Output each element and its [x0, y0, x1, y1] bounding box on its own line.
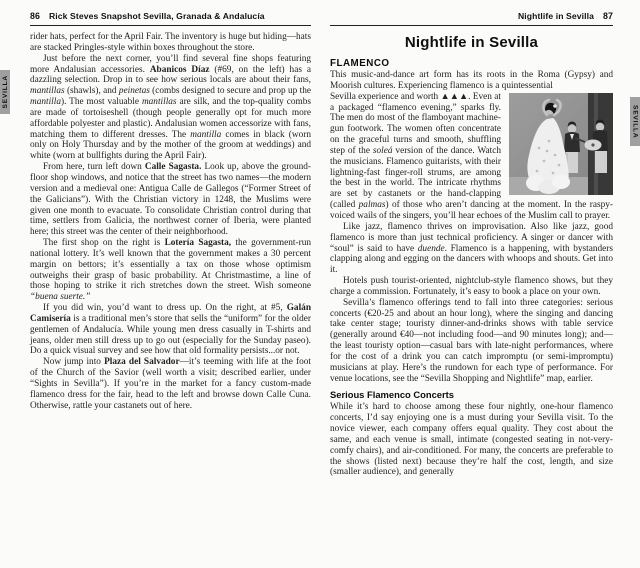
paragraph-calle-sagasta: [30, 162, 311, 238]
text-run-italic: palmas: [358, 200, 386, 211]
text-run: rider hats, perfect for the April Fair. The inventory is huge but hiding—hats are stacked Pringles-style within boxes throughout the store.: [30, 32, 311, 53]
flamenco-photo-graphic: [509, 93, 613, 195]
paragraph-plaza-del-salvador: [30, 357, 311, 411]
text-run: ) of those who aren’t dancing at the moment. In the raspy-voiced wails of the singers, you’ll hear echoes of the Muslim call to prayer.: [330, 200, 613, 221]
paragraph-flamenco-intro: [330, 70, 613, 92]
flamenco-photo: [509, 93, 613, 195]
page-number-right: 87: [603, 11, 613, 21]
page-left: [30, 11, 311, 412]
text-run: . Flamenco is a happening, with bystanders clapping along and egging on the dancers with whoops and shouts. Get into it.: [330, 243, 613, 276]
paragraph-flamenco-continued: [330, 92, 613, 222]
paragraph-three-categories: [330, 298, 613, 385]
text-run-bold: Abanicos Díaz: [149, 64, 210, 75]
text-run-italic: mantilla: [190, 129, 222, 140]
text-run: Look up, above the ground-floor shop windows, and notice that the street has two names—the modern version and a medieval one: Antigua Calle de Gallegos (“Former Street of the Galicians”). With the Christian victory in 1248, the Muslims were given one month to evacuate. To consolidate Christian control during that time, settlers from Galicia, the northwest corner of Iberia, were planted here; this street was the center of their neighborhood.: [30, 162, 311, 238]
text-run: (#69, on the left) has a dazzling selection. Drop in to see how serious locals are about their fans,: [30, 64, 311, 86]
text-run: (shawls), and: [64, 86, 119, 97]
text-run: From here, turn left down: [43, 162, 145, 173]
sevilla-tab-right-label: SEVILLA: [631, 104, 639, 139]
running-head-right: [330, 11, 613, 26]
text-run: version of the dance. Watch the musicians. Flamenco guitarists, with their lightning-fast finger-roll strums, are among the best in the world. The intricate rhythms are set by castanets or the hand-clapping (called: [330, 145, 501, 211]
text-run-italic: soleá: [372, 145, 393, 156]
text-run: This music-and-dance art form has its roots in the Roma (Gypsy) and Moorish cultures. Experiencing flamenco is a quintessential: [330, 70, 613, 91]
paragraph-continued: [30, 32, 311, 54]
section-heading-flamenco: FLAMENCO: [330, 58, 390, 69]
text-run-bold: Calle Sagasta.: [144, 162, 202, 173]
text-run-italic: mantilla: [30, 97, 61, 108]
sevilla-tab-left: [0, 70, 10, 114]
right-column-text: [330, 70, 613, 478]
text-run-italic: duende: [417, 243, 445, 254]
text-run-italic: mantillas: [141, 97, 177, 108]
text-run-italic: “buena suerte.”: [30, 292, 91, 303]
text-run: While it’s hard to choose among these four nightly, one-hour flamenco concerts, I’d say enjoying one is a must during your Sevilla visit. To the novice viewer, each company offers equal quality. They cost about the same, and each venue is small, intimate (congested seating in not-very-comfy chairs), and air-conditioned. For many, the concerts are preferable to the shows (listed next) because they’re half the cost, length, and size (smaller audience), and generally: [330, 402, 613, 478]
text-run-bold: Lotería Sagasta,: [164, 238, 232, 249]
page-number-left: 86: [30, 11, 40, 21]
text-run-bold: Plaza del Salvador: [104, 357, 180, 368]
paragraph-loteria-sagasta: [30, 238, 311, 303]
text-run: Like jazz, flamenco thrives on improvisation. Also like jazz, good flamenco is more than just technical proficiency. A singer or dancer with “soul” is said to have: [330, 221, 613, 254]
text-run: (combs designed to secure and prop up the: [149, 86, 311, 97]
sevilla-tab-left-label: SEVILLA: [1, 75, 9, 109]
text-run: the government-run national lottery. It’s well known that the government makes a 30 percent margin on bettors; it’s essentially a tax on those whose optimism outweighs their grasp of basic probability. At Christmastime, a line of those hoping to strike it rich stretches down the street. Wish someone: [30, 238, 311, 292]
text-run-bold: Galán Camisería: [30, 303, 311, 324]
text-run-italic: peinetas: [118, 86, 150, 97]
paragraph-abanicos-diaz: [30, 54, 311, 162]
text-run: is a traditional men’s store that sells the “uniform” for the older gentlemen of Andalucía. While young men dress casually in T-shirts and jeans, older men still dress up to go out (especially for the Sunday paseo). Do a quick visual survey and see how that old formality persists...or not.: [30, 313, 311, 357]
paragraph-hotels: [330, 276, 613, 298]
text-run: are silk, and the top-quality combs are made of tortoiseshell (though people generally opt for much more affordable polyester and plastic). Andalusian women accessorize with fans, matching them to different dresses. The: [30, 97, 311, 140]
text-run: Sevilla’s flamenco offerings tend to fall into three categories: serious concerts (€20-25 and about an hour long), where the singing and dancing take center stage; touristy dinner-and-drinks shows with table service (generally around €40—not including food—and 90 minutes long); and—the least touristy option—casual bars with late-night performances, where for the cost of a drink you can catch impromptu (or semi-impromptu) musicians at play. Here’s the rundown for each type of performance. For venue locations, see the “Sevilla Shopping and Nightlife” map, earlier.: [330, 297, 613, 384]
subheading-serious-flamenco-concerts: Serious Flamenco Concerts: [330, 389, 454, 401]
left-column-text: [30, 32, 311, 412]
sevilla-tab-right: [630, 97, 640, 146]
text-run: If you did win, you’d want to dress up. On the right, at #5,: [43, 303, 287, 314]
text-run: —it’s teeming with life at the foot of the Church of the Savior (well worth a visit; described earlier, under “Sights in Sevilla”). If you’re in the market for a fancy custom-made flamenco dress for the fair, head to the left and browse down Calle Cuna. Otherwise, rattle your castanets out of here.: [30, 357, 312, 411]
running-head-title-left: Rick Steves Snapshot Sevilla, Granada & Andalucía: [49, 11, 265, 21]
paragraph-galan-camiseria: [30, 303, 311, 357]
paragraph-serious-concerts: [330, 402, 613, 478]
text-run: ). The most valuable: [61, 97, 142, 108]
text-run: Now jump into: [43, 357, 105, 368]
page-right: [330, 11, 613, 478]
text-run: Just before the next corner, you’ll find several fine shops featuring more Andalusian accessories.: [30, 53, 311, 75]
text-run: comes in black (worn only on Holy Thursday and by the mother of the groom at weddings) and white (worn at bullfights during the April Fair).: [30, 129, 311, 162]
running-head-left: [30, 11, 311, 26]
text-run-italic: mantillas: [30, 86, 65, 97]
running-head-title-right: Nightlife in Sevilla: [517, 11, 594, 21]
page-title: Nightlife in Sevilla: [404, 34, 539, 51]
text-run: Sevilla experience and worth ▲▲▲. Even at a packaged “flamenco evening,” sparks fly. The men do most of the flamboyant machine-gun footwork. The women often concentrate on the graceful turns and smooth, shuffling step of the: [330, 91, 501, 156]
text-run: The first shop on the right is: [43, 238, 165, 249]
text-run: Hotels push tourist-oriented, nightclub-style flamenco shows, but they charge a commission. Fortunately, it’s easy to book a place on your own.: [330, 276, 613, 297]
paragraph-like-jazz: [330, 222, 613, 276]
